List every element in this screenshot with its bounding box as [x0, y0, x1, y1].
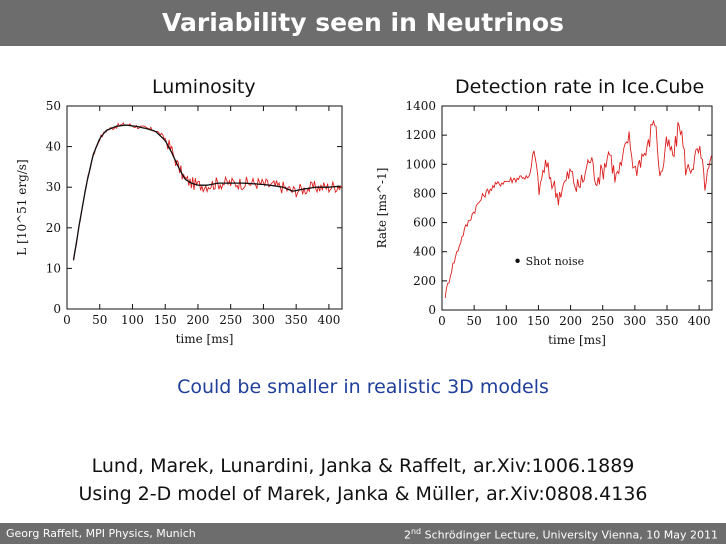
chart0-xtick-label: 200: [186, 313, 210, 327]
slide-title: Variability seen in Neutrinos: [162, 8, 564, 37]
chart1-xlabel: time [ms]: [548, 333, 606, 347]
chart0-xlabel: time [ms]: [175, 332, 234, 346]
chart0-ytick-label: 40: [45, 139, 61, 154]
chart0-series-noisy: [74, 123, 343, 259]
footer-lecture-post: Schrödinger Lecture, University Vienna, 10 May 2011: [421, 528, 718, 542]
chart1-xtick-label: 100: [494, 314, 518, 328]
footer-bar: [0, 523, 726, 544]
chart0-xtick-label: 250: [219, 313, 243, 327]
chart1-series-noisy: [445, 121, 711, 298]
models-note: Could be smaller in realistic 3D models: [177, 376, 549, 398]
chart0-frame: [67, 106, 342, 309]
reference-line-1: Lund, Marek, Lunardini, Janka & Raffelt, ar.Xiv:1006.1889: [91, 455, 635, 477]
detection-rate-chart: [372, 96, 720, 358]
footer-lecture-pre: 2: [403, 528, 411, 542]
chart0-ylabel: L [10^51 erg/s]: [15, 159, 29, 256]
luminosity-chart: [10, 96, 355, 358]
chart1-ylabel: Rate [ms^-1]: [375, 167, 389, 249]
chart1-ytick-label: 0: [428, 303, 436, 317]
chart1-xtick-label: 400: [687, 314, 711, 328]
luminosity-label: Luminosity: [152, 76, 256, 98]
chart1-annotation-text: Shot noise: [525, 254, 585, 268]
footer-lecture: [404, 527, 718, 542]
footer-author: Georg Raffelt, MPI Physics, Munich: [6, 527, 196, 540]
chart1-frame: [442, 106, 712, 310]
chart0-xtick-label: 50: [92, 313, 108, 327]
chart0-xtick-label: 100: [121, 313, 144, 327]
chart1-ytick-label: 400: [413, 244, 436, 259]
chart0-ytick-label: 30: [45, 180, 61, 195]
chart0-xtick-label: 150: [153, 313, 177, 327]
footer-lecture-sup: nd: [410, 527, 422, 536]
chart1-ytick-label: 800: [413, 186, 436, 201]
chart0-xtick-label: 350: [284, 313, 308, 327]
reference-line-2: Using 2-D model of Marek, Janka & Müller, ar.Xiv:0808.4136: [78, 483, 648, 505]
chart0-ytick-label: 50: [45, 99, 61, 113]
chart0-xtick-label: 0: [63, 313, 71, 327]
chart0-xtick-label: 400: [317, 313, 341, 327]
chart0-xtick-label: 300: [251, 313, 275, 327]
chart0-ytick-label: 0: [53, 302, 61, 316]
chart0-ytick-label: 10: [45, 261, 61, 276]
chart1-xtick-label: 300: [623, 314, 647, 328]
chart1-xtick-label: 350: [655, 314, 679, 328]
chart1-annotation-dot: [515, 259, 519, 263]
detection-rate-label: Detection rate in Ice.Cube: [455, 76, 705, 98]
chart1-ytick-label: 200: [413, 273, 436, 288]
chart1-ytick-label: 600: [413, 215, 436, 230]
chart1-xtick-label: 250: [591, 314, 615, 328]
chart1-ytick-label: 1000: [405, 157, 436, 172]
chart0-ytick-label: 20: [45, 220, 61, 235]
chart1-xtick-label: 200: [559, 314, 583, 328]
chart1-ytick-label: 1200: [405, 128, 436, 143]
chart1-xtick-label: 50: [466, 314, 482, 328]
chart1-xtick-label: 0: [438, 314, 446, 328]
chart1-ytick-label: 1400: [405, 99, 436, 113]
chart1-xtick-label: 150: [526, 314, 550, 328]
